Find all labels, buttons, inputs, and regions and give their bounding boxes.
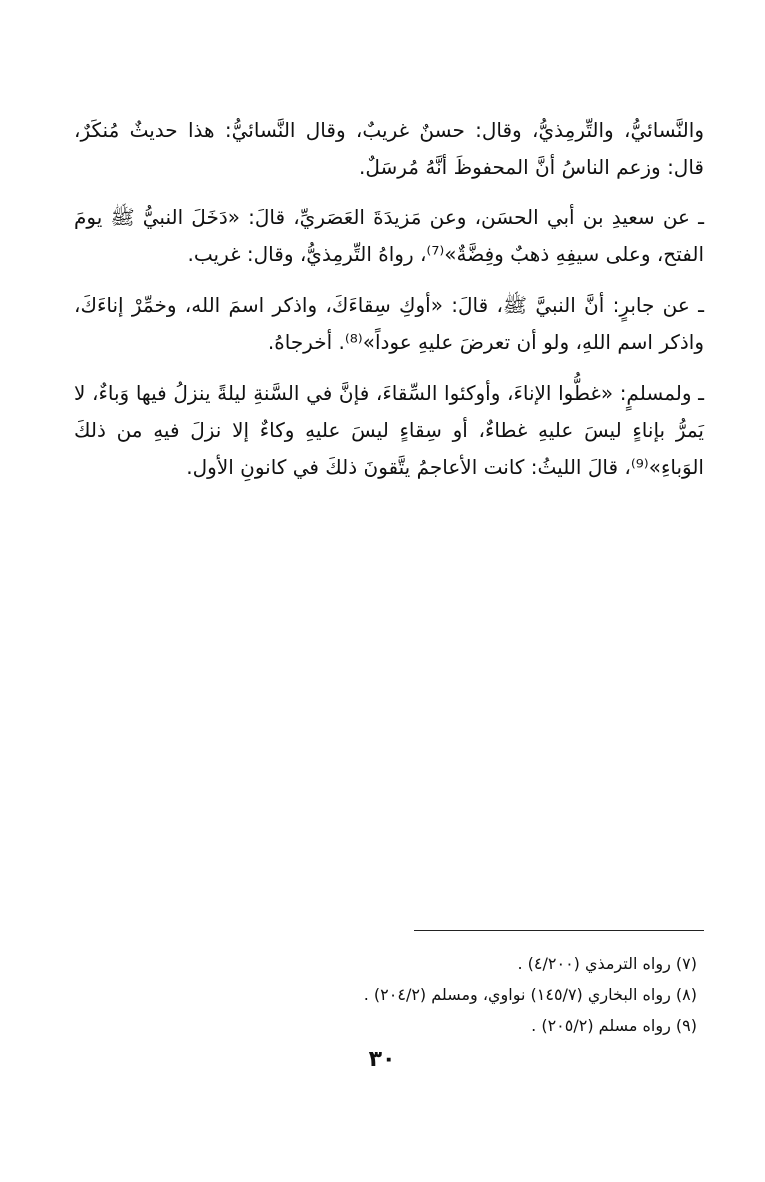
paragraph-1: والنَّسائيُّ، والتِّرمِذيُّ، وقال: حسنٌ غريبٌ، وقال النَّسائيُّ: هذا حديثٌ مُنكَرٌ، قال: وزعم الناسُ أنَّ المحفوظَ أنَّهُ مُرسَلٌ.	[74, 118, 704, 179]
paragraph-3: ـ عن جابرٍ: أنَّ النبيَّ ﷺ، قالَ: «أوكِ سِقاءَكَ، واذكر اسمَ الله، وخمِّرْ إناءَكَ، واذكر اسم اللهِ، ولو أن تعرضَ عليهِ عوداً»⁽⁸⁾. أخرجاهُ.	[74, 293, 704, 354]
footnote-8: (٨) رواه البخاري (١٤٥/٧) نواوي، ومسلم (٢٠٤/٢) .	[363, 985, 697, 1004]
footnote-9: (٩) رواه مسلم (٢٠٥/٢) .	[531, 1016, 697, 1035]
page-number: ٣٠	[368, 1047, 396, 1072]
footnote-7: (٧) رواه الترمذي (٤/٢٠٠) .	[517, 954, 697, 973]
footnotes-block	[97, 948, 697, 1041]
paragraph-2: ـ عن سعيدِ بن أبي الحسَن، وعن مَزيدَةَ العَصَريِّ، قالَ: «دَخَلَ النبيُّ ﷺ يومَ الفتح، وعلى سيفِهِ ذهبٌ وفِضَّةٌ»⁽⁷⁾، رواهُ التِّرمِذيُّ، وقال: غريب.	[74, 205, 704, 266]
paragraph-4: ـ ولمسلمٍ: «غطُّوا الإناءَ، وأوكئوا السِّقاءَ، فإنَّ في السَّنةِ ليلةً ينزلُ فيها وَباءٌ، لا يَمرُّ بإناءٍ ليسَ عليهِ غطاءٌ، أو سِقاءٍ ليسَ عليهِ وكاءٌ إلا نزلَ فيهِ من ذلكَ الوَباءِ»⁽⁹⁾، قالَ الليثُ: كانت الأعاجمُ يتَّقونَ ذلكَ في كانونِ الأول.	[74, 381, 704, 479]
footnote-divider	[414, 930, 704, 931]
main-text-block	[74, 112, 704, 499]
